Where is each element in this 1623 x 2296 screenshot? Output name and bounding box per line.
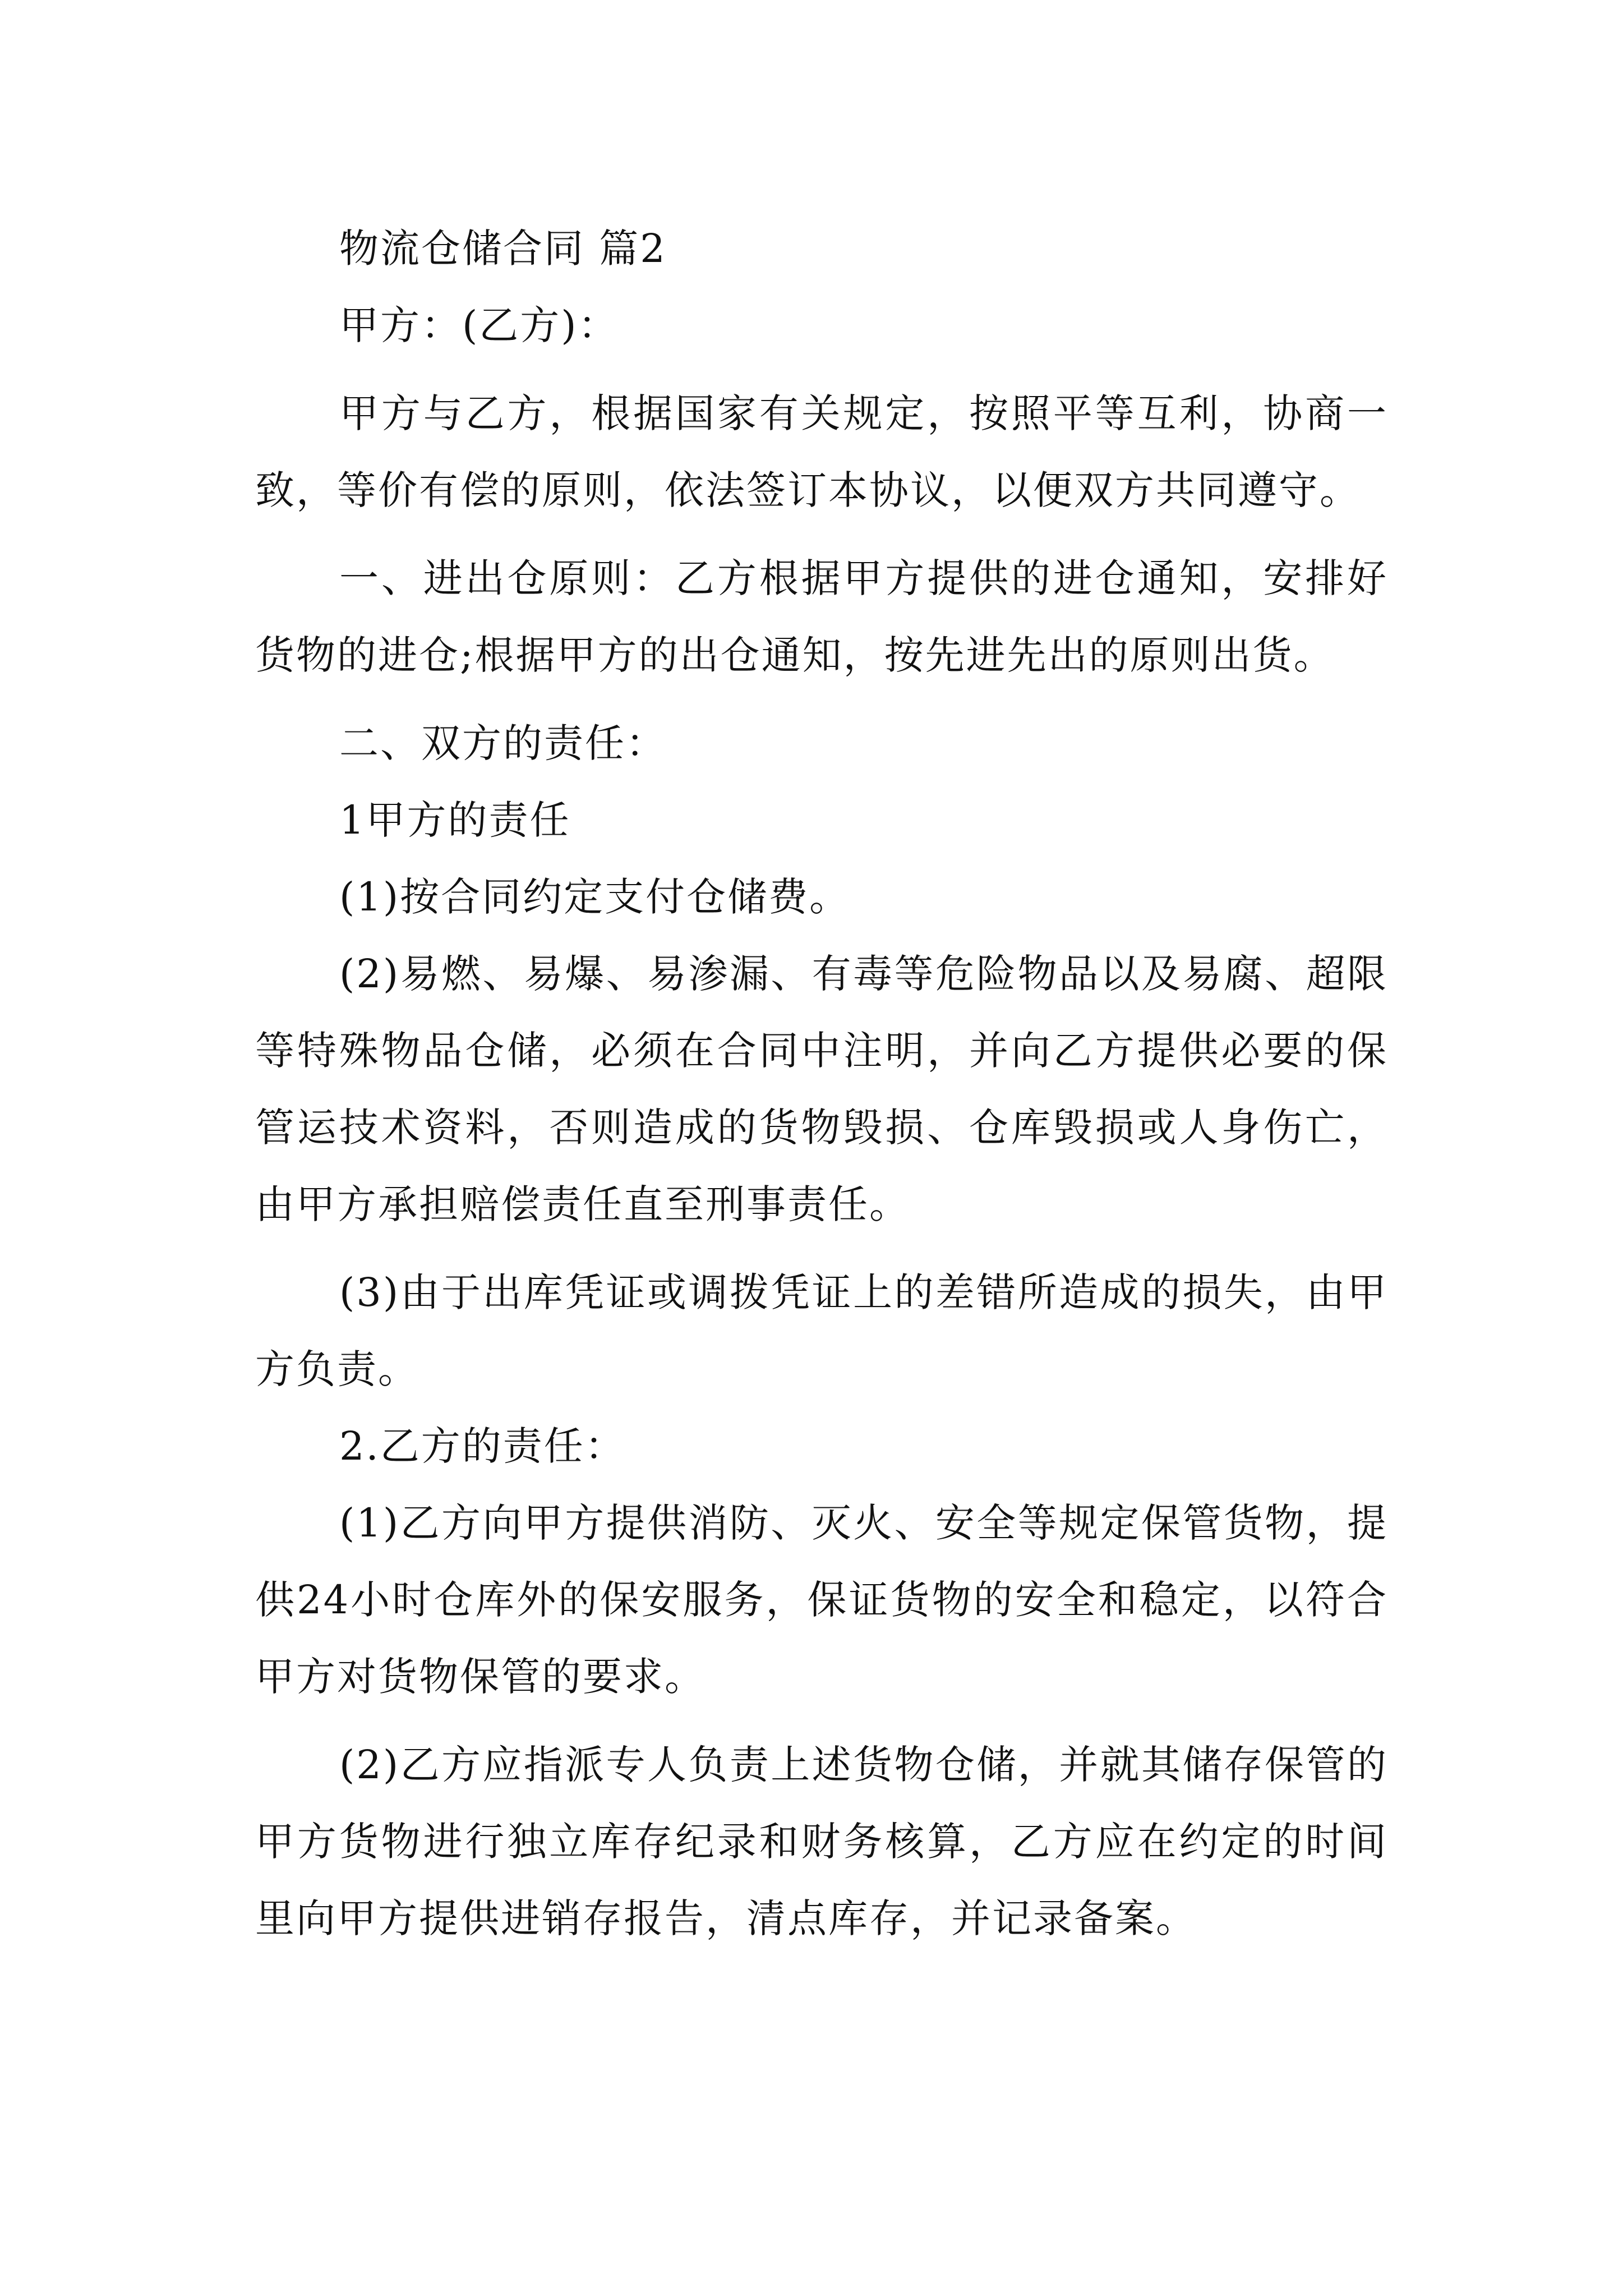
party-a-heading: 1甲方的责任 (339, 797, 571, 843)
party-a-item-3: (3)由于出库凭证或调拨凭证上的差错所造成的损失，由甲方负责。 (255, 1269, 1388, 1392)
party-b-item-1: (1)乙方向甲方提供消防、灭火、安全等规定保管货物，提供24小时仓库外的保安服务，保证货物的安全和稳定，以符合甲方对货物保管的要求。 (255, 1500, 1388, 1700)
party-line: 甲方：(乙方)： (339, 302, 619, 348)
clause-1-paragraph: 一、进出仓原则：乙方根据甲方提供的进仓通知，安排好货物的进仓;根据甲方的出仓通知，按先进先出的原则出货。 (255, 555, 1388, 678)
preamble-paragraph: 甲方与乙方，根据国家有关规定，按照平等互利，协商一致，等价有偿的原则，依法签订本协议，以便双方共同遵守。 (255, 390, 1388, 513)
document-body (255, 210, 1388, 1957)
party-b-heading: 2.乙方的责任： (339, 1423, 626, 1469)
clause-2-heading: 二、双方的责任： (339, 720, 667, 766)
document-title: 物流仓储合同 篇2 (339, 226, 667, 272)
party-b-item-2: (2)乙方应指派专人负责上述货物仓储，并就其储存保管的甲方货物进行独立库存纪录和财务核算，乙方应在约定的时间里向甲方提供进销存报告，清点库存，并记录备案。 (255, 1742, 1388, 1941)
party-a-item-2: (2)易燃、易爆、易渗漏、有毒等危险物品以及易腐、超限等特殊物品仓储，必须在合同中注明，并向乙方提供必要的保管运技术资料，否则造成的货物毁损、仓库毁损或人身伤亡，由甲方承担赔偿责任直至刑事责任。 (255, 951, 1388, 1227)
party-a-item-1: (1)按合同约定支付仓储费。 (339, 874, 851, 920)
